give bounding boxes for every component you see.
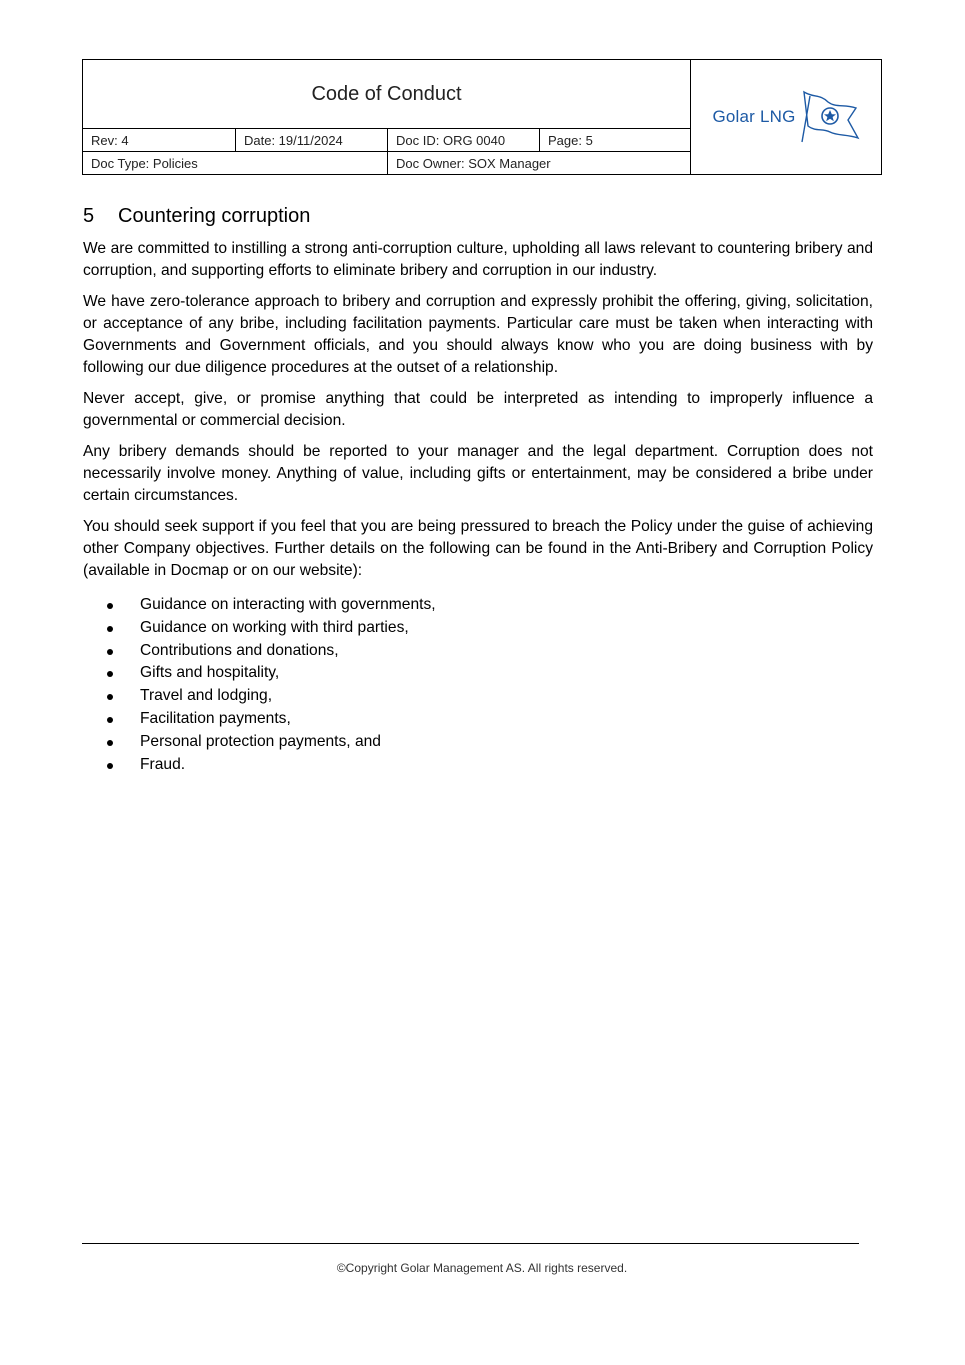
list-item-text: Fraud. <box>140 755 186 773</box>
bullet-icon <box>107 740 113 746</box>
list-item <box>83 708 873 731</box>
logo-text: Golar LNG <box>712 107 796 126</box>
list-item <box>83 731 873 754</box>
header-row-1 <box>83 129 691 152</box>
page-cell: Page: 5 <box>539 129 691 151</box>
list-item <box>83 617 873 640</box>
bullet-icon <box>107 717 113 723</box>
list-item <box>83 662 873 685</box>
document-title: Code of Conduct <box>83 60 691 129</box>
list-item <box>83 685 873 708</box>
section-heading <box>83 205 873 228</box>
paragraph: We have zero-tolerance approach to bribery and corruption and expressly prohibit the offering, giving, solicitation, or acceptance of any bribe, including facilitation payments. Particular care must be taken when interacting with Governments and Government officials, and you should always know who you are doing business with by following our due diligence procedures at the outset of a relationship. <box>83 293 873 376</box>
paragraph: We are committed to instilling a strong anti-corruption culture, upholding all laws relevant to countering bribery and corruption, and supporting efforts to eliminate bribery and corruption in our industry. <box>83 240 873 279</box>
list-item-text: Gifts and hospitality, <box>140 664 280 682</box>
list-item-text: Guidance on working with third parties, <box>140 618 409 636</box>
revision-cell: Rev: 4 <box>91 132 129 148</box>
document-header <box>82 59 882 175</box>
section-title: Countering corruption <box>118 205 311 227</box>
bullet-icon <box>107 649 113 655</box>
list-item-text: Travel and lodging, <box>140 687 273 705</box>
section-number: 5 <box>83 205 95 227</box>
company-logo <box>691 60 881 174</box>
bullet-icon <box>107 694 113 700</box>
main-content <box>83 205 873 776</box>
list-item-text: Contributions and donations, <box>140 641 339 659</box>
list-item-text: Personal protection payments, and <box>140 732 381 750</box>
bullet-list <box>83 594 873 776</box>
paragraph: Never accept, give, or promise anything that could be interpreted as intending to improperly influence a governmental or commercial decision. <box>83 390 873 429</box>
list-item <box>83 754 873 777</box>
paragraph: You should seek support if you feel that you are being pressured to breach the Policy under the guise of achieving other Company objectives. Further details on the following can be found in the Anti-Bribery and Corruption Policy (available in Docmap or on our website): <box>83 518 873 579</box>
list-item <box>83 594 873 617</box>
date-cell: Date: 19/11/2024 <box>235 129 387 151</box>
doc-type-cell: Doc Type: Policies <box>91 156 198 171</box>
list-item-text: Guidance on interacting with governments, <box>140 596 436 613</box>
bullet-icon <box>107 763 113 769</box>
bullet-icon <box>107 603 113 609</box>
flag-logo-icon <box>800 88 860 146</box>
doc-id-cell: Doc ID: ORG 0040 <box>387 129 539 151</box>
doc-owner-cell: Doc Owner: SOX Manager <box>387 152 691 175</box>
list-item-text: Facilitation payments, <box>140 709 291 727</box>
list-item <box>83 640 873 663</box>
paragraph: Any bribery demands should be reported to your manager and the legal department. Corruption does not necessarily involve money. Anything of value, including gifts or entertainment, may be considered a bribe under certain circumstances. <box>83 443 873 504</box>
bullet-icon <box>107 626 113 632</box>
header-row-2 <box>83 152 691 175</box>
footer-divider <box>82 1243 859 1244</box>
footer-copyright: ©Copyright Golar Management AS. All rights reserved. <box>336 1261 628 1275</box>
bullet-icon <box>107 671 113 677</box>
